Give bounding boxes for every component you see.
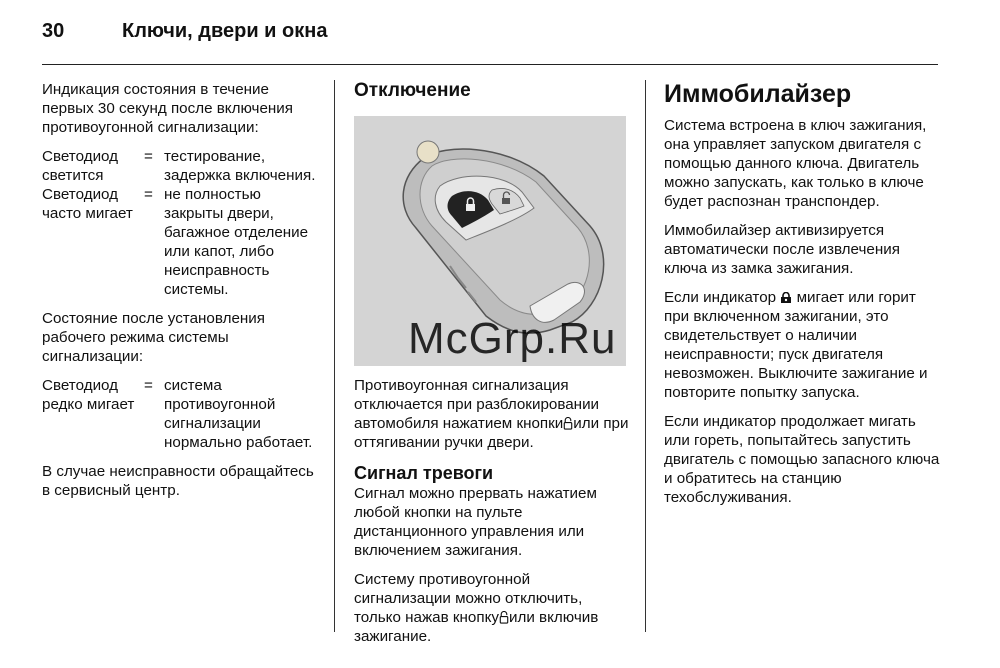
disable-paragraph xyxy=(354,376,630,452)
fault-paragraph: В случае неисправности обращайтесь в сервисный центр. xyxy=(42,463,314,499)
after-setup-paragraph: Состояние после установления рабочего режима системы сигнализации: xyxy=(42,310,265,365)
chapter-title: Ключи, двери и окна xyxy=(122,20,328,42)
column-divider-1 xyxy=(334,80,335,632)
column-right xyxy=(664,80,940,517)
status-table-initial xyxy=(42,147,322,299)
status-desc: тестирование, задержка включения. xyxy=(164,148,316,184)
intro-paragraph: Индикация состояния в течение первых 30 секунд после включения противоугонной сигнализации: xyxy=(42,81,293,136)
status-desc: не полностью закрыты двери, багажное отделение или капот, либо неисправность системы. xyxy=(164,186,309,298)
alarm-paragraph-2 xyxy=(354,570,630,646)
status-term: Светодиод светится xyxy=(42,148,119,184)
section-heading-immobilizer: Иммобилайзер xyxy=(664,80,852,108)
column-middle xyxy=(354,80,630,656)
alarm-text-b: или включив зажигание. xyxy=(354,609,599,645)
disable-text-b: или при оттягивании ручки двери. xyxy=(354,415,629,451)
status-desc: система противоугонной сигнализации нормально работает. xyxy=(164,377,313,451)
section-heading-disable: Отключение xyxy=(354,80,471,101)
immobilizer-paragraph-4: Если индикатор продолжает мигать или гореть, попытайтесь запустить двигатель с помощью запасного ключа и обратитесь на станцию техобслуживания. xyxy=(664,413,940,506)
section-heading-alarm: Сигнал тревоги xyxy=(354,463,494,483)
status-eq: = xyxy=(144,377,153,394)
column-left xyxy=(42,80,322,510)
unlock-icon xyxy=(499,611,509,624)
status-eq: = xyxy=(144,186,153,203)
column-divider-2 xyxy=(645,80,646,632)
indicator-text-b: мигает или горит при включенном зажигании, это свидетельствует о наличии неисправности; пуск двигателя невозможен. Выключите зажигание и повторите попытку запуска. xyxy=(664,289,928,401)
immobilizer-paragraph-2: Иммобилайзер активизируется автоматически после извлечения ключа из замка зажигания. xyxy=(664,222,900,277)
header-divider xyxy=(42,64,938,65)
disable-text-a: Противоугонная сигнализация отключается при разблокировании автомобиля нажатием кнопки xyxy=(354,377,600,432)
immobilizer-paragraph-1: Система встроена в ключ зажигания, она управляет запуском двигателя с помощью данного ключа. Двигатель можно запускать, как только в ключе будет распознан транспондер. xyxy=(664,117,927,210)
immobilizer-paragraph-3 xyxy=(664,288,940,402)
status-term: Светодиод редко мигает xyxy=(42,377,135,413)
alarm-text-a: Систему противоугонной сигнализации можно отключить, только нажав кнопку xyxy=(354,571,583,626)
indicator-text-a: Если индикатор xyxy=(664,289,777,306)
alarm-paragraph-1: Сигнал можно прервать нажатием любой кнопки на пульте дистанционного управления или включением зажигания. xyxy=(354,485,597,559)
page-number: 30 xyxy=(42,20,65,42)
status-eq: = xyxy=(144,148,153,165)
status-table-working xyxy=(42,376,322,452)
unlock-icon xyxy=(563,417,573,430)
status-term: Светодиод часто мигает xyxy=(42,186,133,222)
watermark: McGrp.Ru xyxy=(408,314,617,363)
immobilizer-indicator-icon xyxy=(780,292,792,304)
